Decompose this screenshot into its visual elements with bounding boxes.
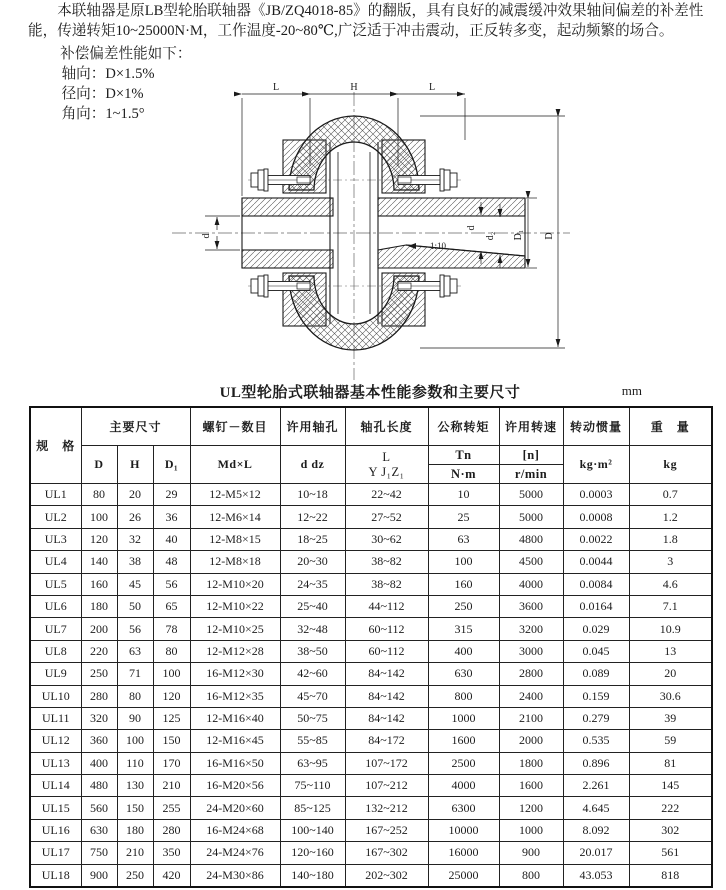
table-cell: 12-M16×40: [190, 707, 280, 729]
table-cell: 43.053: [563, 864, 629, 887]
table-cell: 1200: [499, 797, 563, 819]
table-cell: 40: [153, 528, 190, 550]
table-cell: 150: [153, 730, 190, 752]
table-cell: 8.092: [563, 819, 629, 841]
table-row: [30, 528, 712, 550]
table-cell: 5000: [499, 506, 563, 528]
table-cell: 0.279: [563, 707, 629, 729]
speed-unit: r/min: [514, 467, 548, 481]
table-cell: 78: [153, 618, 190, 640]
table-cell: 30~62: [345, 528, 428, 550]
table-cell: 2500: [428, 752, 499, 774]
table-row: [30, 730, 712, 752]
table-cell: UL3: [30, 528, 81, 550]
table-cell: 71: [117, 663, 153, 685]
table-cell: 80: [153, 640, 190, 662]
table-cell: 210: [153, 775, 190, 797]
table-cell: 12-M12×28: [190, 640, 280, 662]
table-cell: UL9: [30, 663, 81, 685]
table-cell: UL11: [30, 707, 81, 729]
table-cell: 26: [117, 506, 153, 528]
table-cell: 630: [81, 819, 117, 841]
table-cell: 280: [81, 685, 117, 707]
table-cell: 25: [428, 506, 499, 528]
intro-item-axial: 轴向：D×1.5%: [61, 66, 155, 82]
table-cell: 0.159: [563, 685, 629, 707]
table-row: [30, 775, 712, 797]
table-cell: 2.261: [563, 775, 629, 797]
table-cell: 7.1: [629, 595, 712, 617]
table-cell: UL14: [30, 775, 81, 797]
table-cell: 2800: [499, 663, 563, 685]
table-cell: 80: [117, 685, 153, 707]
col-header-inertia: 转动惯量: [563, 407, 629, 446]
table-cell: 20: [629, 663, 712, 685]
table-cell: 10~18: [280, 484, 345, 506]
torque-symbol: Tn: [429, 446, 499, 465]
table-row: [30, 506, 712, 528]
table-cell: 25000: [428, 864, 499, 887]
table-cell: 167~302: [345, 842, 428, 864]
dim-label-d1: D₁: [513, 229, 524, 241]
table-row: [30, 842, 712, 864]
table-cell: 24-M30×86: [190, 864, 280, 887]
table-cell: 0.0003: [563, 484, 629, 506]
col-header-bore-len-sub: [345, 446, 428, 484]
table-cell: 56: [117, 618, 153, 640]
table-cell: 400: [428, 640, 499, 662]
table-cell: UL6: [30, 595, 81, 617]
table-cell: UL15: [30, 797, 81, 819]
table-cell: UL16: [30, 819, 81, 841]
table-cell: 12-M16×45: [190, 730, 280, 752]
table-cell: 50: [117, 595, 153, 617]
table-cell: 180: [81, 595, 117, 617]
table-cell: 5000: [499, 484, 563, 506]
taper-label: 1:10: [430, 241, 447, 251]
dim-label-d2: d₂: [485, 231, 496, 241]
table-cell: 80: [81, 484, 117, 506]
table-row: [30, 573, 712, 595]
table-cell: 63~95: [280, 752, 345, 774]
table-cell: UL8: [30, 640, 81, 662]
table-cell: 0.0022: [563, 528, 629, 550]
table-cell: UL17: [30, 842, 81, 864]
header-row-2: [30, 446, 712, 484]
table-cell: 100: [428, 551, 499, 573]
table-row: [30, 595, 712, 617]
table-cell: 0.089: [563, 663, 629, 685]
table-cell: 84~142: [345, 663, 428, 685]
table-cell: 1000: [499, 819, 563, 841]
table-cell: 280: [153, 819, 190, 841]
table-cell: 84~172: [345, 730, 428, 752]
table-cell: 3600: [499, 595, 563, 617]
spec-table-body: [30, 484, 712, 888]
table-cell: 38: [117, 551, 153, 573]
table-cell: 202~302: [345, 864, 428, 887]
col-header-torque-sub: [428, 446, 499, 484]
table-cell: 0.0008: [563, 506, 629, 528]
table-cell: 29: [153, 484, 190, 506]
col-header-inertia-unit: kg·m²: [563, 446, 629, 484]
table-cell: 1.2: [629, 506, 712, 528]
bore-len-types: Y J₁Z₁: [368, 464, 405, 479]
table-cell: 20: [117, 484, 153, 506]
table-cell: 100~140: [280, 819, 345, 841]
table-row: [30, 618, 712, 640]
table-row: [30, 663, 712, 685]
table-cell: 100: [117, 730, 153, 752]
col-header-speed: 许用转速: [499, 407, 563, 446]
col-header-bore: 许用轴孔: [280, 407, 345, 446]
dim-label-l-left: L: [272, 82, 280, 93]
table-cell: 10.9: [629, 618, 712, 640]
table-cell: 110: [117, 752, 153, 774]
table-cell: 84~142: [345, 707, 428, 729]
table-cell: UL5: [30, 573, 81, 595]
table-cell: 150: [117, 797, 153, 819]
table-cell: UL1: [30, 484, 81, 506]
col-header-bore-sub: d dz: [280, 446, 345, 484]
table-cell: 420: [153, 864, 190, 887]
table-cell: 63: [117, 640, 153, 662]
table-cell: 800: [428, 685, 499, 707]
col-header-torque: 公称转矩: [428, 407, 499, 446]
table-cell: UL10: [30, 685, 81, 707]
table-cell: 255: [153, 797, 190, 819]
spec-table: [29, 406, 713, 888]
table-cell: 32: [117, 528, 153, 550]
table-cell: 1600: [428, 730, 499, 752]
table-cell: 30.6: [629, 685, 712, 707]
table-cell: 0.0044: [563, 551, 629, 573]
table-cell: 900: [81, 864, 117, 887]
table-cell: 56: [153, 573, 190, 595]
table-cell: 20.017: [563, 842, 629, 864]
table-cell: 160: [81, 573, 117, 595]
table-cell: 12-M10×20: [190, 573, 280, 595]
table-cell: UL13: [30, 752, 81, 774]
table-cell: 1600: [499, 775, 563, 797]
table-cell: 4500: [499, 551, 563, 573]
table-cell: 4.6: [629, 573, 712, 595]
table-cell: 84~142: [345, 685, 428, 707]
col-header-main-dims: 主要尺寸: [81, 407, 190, 446]
table-row: [30, 551, 712, 573]
col-header-speed-sub: [499, 446, 563, 484]
coupling-drawing: [170, 78, 580, 388]
col-header-bore-len: 轴孔长度: [345, 407, 428, 446]
table-cell: 1.8: [629, 528, 712, 550]
table-cell: 170: [153, 752, 190, 774]
table-row: [30, 707, 712, 729]
col-header-weight-unit: kg: [629, 446, 712, 484]
bore-len-symbol: L: [382, 449, 391, 464]
col-header-screw-spec: Md×L: [190, 446, 280, 484]
table-cell: 140~180: [280, 864, 345, 887]
dim-label-d-right: d: [466, 225, 477, 231]
table-cell: 81: [629, 752, 712, 774]
dim-label-d-left: d: [201, 233, 212, 239]
table-cell: 12-M8×18: [190, 551, 280, 573]
table-cell: 1000: [428, 707, 499, 729]
table-cell: 12-M5×12: [190, 484, 280, 506]
table-cell: 2000: [499, 730, 563, 752]
intro-subtitle: 补偿偏差性能如下：: [60, 46, 192, 62]
header-row-1: [30, 407, 712, 446]
table-cell: 561: [629, 842, 712, 864]
table-cell: 12-M8×15: [190, 528, 280, 550]
table-row: [30, 484, 712, 506]
table-cell: 107~172: [345, 752, 428, 774]
intro-item-radial: 径向：D×1%: [61, 86, 144, 102]
table-cell: 2400: [499, 685, 563, 707]
table-cell: 4000: [499, 573, 563, 595]
table-cell: 320: [81, 707, 117, 729]
table-cell: 42~60: [280, 663, 345, 685]
table-cell: 50~75: [280, 707, 345, 729]
table-cell: 0.0164: [563, 595, 629, 617]
table-cell: 130: [117, 775, 153, 797]
table-cell: 167~252: [345, 819, 428, 841]
table-cell: 900: [499, 842, 563, 864]
table-cell: 560: [81, 797, 117, 819]
table-cell: 27~52: [345, 506, 428, 528]
coupling-cross-section-figure: [170, 78, 580, 388]
table-cell: 200: [81, 618, 117, 640]
table-cell: 39: [629, 707, 712, 729]
table-cell: 0.535: [563, 730, 629, 752]
table-cell: 12-M10×22: [190, 595, 280, 617]
table-cell: 145: [629, 775, 712, 797]
table-cell: 20~30: [280, 551, 345, 573]
table-cell: 0.0084: [563, 573, 629, 595]
table-cell: 4000: [428, 775, 499, 797]
dim-label-d-outer: D: [544, 232, 555, 240]
table-cell: 38~50: [280, 640, 345, 662]
table-cell: UL4: [30, 551, 81, 573]
col-header-screws: 螺钉－数目: [190, 407, 280, 446]
col-header-d1: D₁: [153, 446, 190, 484]
table-cell: 38~82: [345, 573, 428, 595]
table-cell: 12-M6×14: [190, 506, 280, 528]
table-cell: 3: [629, 551, 712, 573]
col-header-spec: 规 格: [30, 407, 81, 484]
table-cell: 160: [428, 573, 499, 595]
table-cell: 65: [153, 595, 190, 617]
table-cell: 10000: [428, 819, 499, 841]
table-cell: 12~22: [280, 506, 345, 528]
table-cell: 3000: [499, 640, 563, 662]
table-cell: 302: [629, 819, 712, 841]
table-cell: 13: [629, 640, 712, 662]
table-cell: 59: [629, 730, 712, 752]
table-cell: 132~212: [345, 797, 428, 819]
table-cell: 25~40: [280, 595, 345, 617]
table-cell: 750: [81, 842, 117, 864]
torque-unit: N·m: [450, 467, 477, 481]
table-cell: 18~25: [280, 528, 345, 550]
table-cell: 250: [428, 595, 499, 617]
table-cell: 630: [428, 663, 499, 685]
table-cell: 32~48: [280, 618, 345, 640]
table-row: [30, 797, 712, 819]
speed-symbol: [n]: [500, 446, 563, 465]
table-cell: 38~82: [345, 551, 428, 573]
table-cell: 55~85: [280, 730, 345, 752]
table-cell: 120: [153, 685, 190, 707]
table-cell: 1800: [499, 752, 563, 774]
table-cell: 120: [81, 528, 117, 550]
dim-label-h: H: [350, 82, 358, 93]
table-cell: 0.045: [563, 640, 629, 662]
table-cell: 140: [81, 551, 117, 573]
table-cell: 16-M12×30: [190, 663, 280, 685]
table-row: [30, 864, 712, 887]
table-cell: 63: [428, 528, 499, 550]
table-cell: 250: [117, 864, 153, 887]
table-cell: 210: [117, 842, 153, 864]
table-cell: 250: [81, 663, 117, 685]
table-cell: 0.896: [563, 752, 629, 774]
intro-item-angular: 角向：1~1.5°: [61, 106, 145, 122]
table-title: UL型轮胎式联轴器基本性能参数和主要尺寸: [219, 385, 521, 401]
table-row: [30, 752, 712, 774]
table-cell: 24~35: [280, 573, 345, 595]
table-cell: 125: [153, 707, 190, 729]
table-cell: 36: [153, 506, 190, 528]
table-cell: 400: [81, 752, 117, 774]
table-cell: UL12: [30, 730, 81, 752]
table-cell: 16-M16×50: [190, 752, 280, 774]
table-title-row: [30, 381, 710, 403]
table-cell: 16-M20×56: [190, 775, 280, 797]
table-cell: 45~70: [280, 685, 345, 707]
unit-label: mm: [621, 383, 642, 398]
table-cell: UL2: [30, 506, 81, 528]
table-cell: 220: [81, 640, 117, 662]
table-cell: 120~160: [280, 842, 345, 864]
table-cell: 48: [153, 551, 190, 573]
table-cell: 0.7: [629, 484, 712, 506]
table-cell: 350: [153, 842, 190, 864]
dim-label-l-right: L: [428, 82, 436, 93]
table-cell: 100: [81, 506, 117, 528]
table-row: [30, 685, 712, 707]
table-cell: 16-M24×68: [190, 819, 280, 841]
table-cell: 315: [428, 618, 499, 640]
table-cell: 6300: [428, 797, 499, 819]
table-cell: 60~112: [345, 640, 428, 662]
table-cell: 45: [117, 573, 153, 595]
table-cell: 100: [153, 663, 190, 685]
table-row: [30, 819, 712, 841]
table-cell: UL18: [30, 864, 81, 887]
col-header-h: H: [117, 446, 153, 484]
table-cell: 0.029: [563, 618, 629, 640]
table-cell: 44~112: [345, 595, 428, 617]
table-cell: 24-M20×60: [190, 797, 280, 819]
table-cell: 22~42: [345, 484, 428, 506]
table-row: [30, 640, 712, 662]
table-cell: 16000: [428, 842, 499, 864]
table-cell: 2100: [499, 707, 563, 729]
table-cell: 180: [117, 819, 153, 841]
table-cell: 4.645: [563, 797, 629, 819]
table-cell: 360: [81, 730, 117, 752]
table-cell: 12-M10×25: [190, 618, 280, 640]
table-cell: 16-M12×35: [190, 685, 280, 707]
table-cell: 222: [629, 797, 712, 819]
table-cell: 90: [117, 707, 153, 729]
table-cell: 480: [81, 775, 117, 797]
col-header-d: D: [81, 446, 117, 484]
table-cell: 800: [499, 864, 563, 887]
table-cell: 4800: [499, 528, 563, 550]
table-cell: 3200: [499, 618, 563, 640]
table-cell: 75~110: [280, 775, 345, 797]
intro-paragraph: 本联轴器是原LB型轮胎联轴器《JB/ZQ4018-85》的翻版，具有良好的减震缓冲效果轴间偏差的补差性能，传递转矩10~25000N·M，工作温度-20~80℃,广泛适于冲击震动，正反转多变，起动频繁的场合。: [28, 3, 704, 39]
table-cell: 107~212: [345, 775, 428, 797]
table-cell: 85~125: [280, 797, 345, 819]
table-cell: 60~112: [345, 618, 428, 640]
table-cell: 818: [629, 864, 712, 887]
table-cell: 10: [428, 484, 499, 506]
table-cell: UL7: [30, 618, 81, 640]
col-header-weight: 重 量: [629, 407, 712, 446]
table-cell: 24-M24×76: [190, 842, 280, 864]
